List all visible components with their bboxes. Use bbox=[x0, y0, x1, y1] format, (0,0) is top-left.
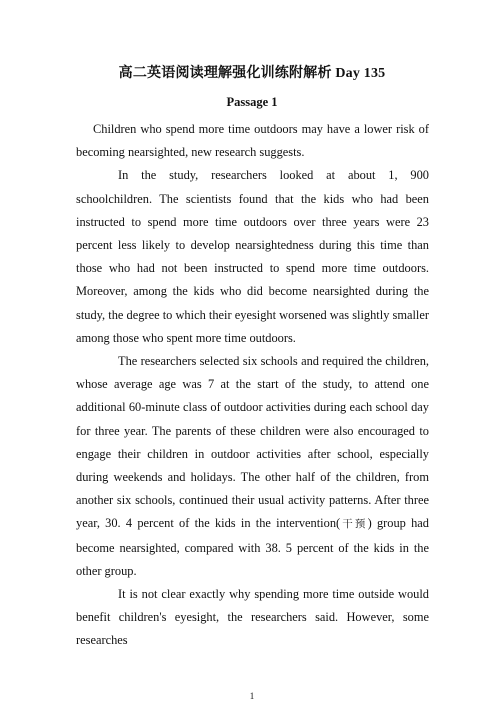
paragraph-3-text-before: The researchers selected six schools and required the children, whose average age was 7 at the start of the study, to attend one additional 60-minute class of outdoor activities during each school day for three year. The parents of these children were also encouraged to engage their children in outdoor activities after school, especially during weekends and holidays. The other half of the children, from another six schools, continued their usual activity patterns. After three year, 30. 4 percent of the kids in the intervention( bbox=[76, 354, 429, 531]
paragraph-3 bbox=[76, 350, 429, 583]
paragraph-3-text-after: ) group had become nearsighted, compared with 38. 5 percent of the kids in the other group. bbox=[76, 516, 429, 578]
document-title: 高二英语阅读理解强化训练附解析 Day 135 bbox=[118, 66, 386, 81]
page-number: 1 bbox=[249, 691, 255, 701]
paragraph-2: In the study, researchers looked at about 1, 900 schoolchildren. The scientists found that the kids who had been instructed to spend more time outdoors over three years were 23 percent less likely to develop nearsightedness during this time than those who had not been instructed to spend more time outdoors. Moreover, among the kids who did become nearsighted during the study, the degree to which their eyesight worsened was slightly smaller among those who spent more time outdoors. bbox=[76, 168, 429, 345]
paragraph-3-chinese-gloss: 干预 bbox=[340, 518, 368, 531]
paragraph-4: It is not clear exactly why spending more time outside would benefit children's eyesight, the researchers said. However, some researches bbox=[76, 587, 429, 648]
passage-body bbox=[76, 118, 429, 653]
passage-label: Passage 1 bbox=[226, 95, 278, 109]
paragraph-1: Children who spend more time outdoors may have a lower risk of becoming nearsighted, new research suggests. bbox=[76, 122, 429, 160]
